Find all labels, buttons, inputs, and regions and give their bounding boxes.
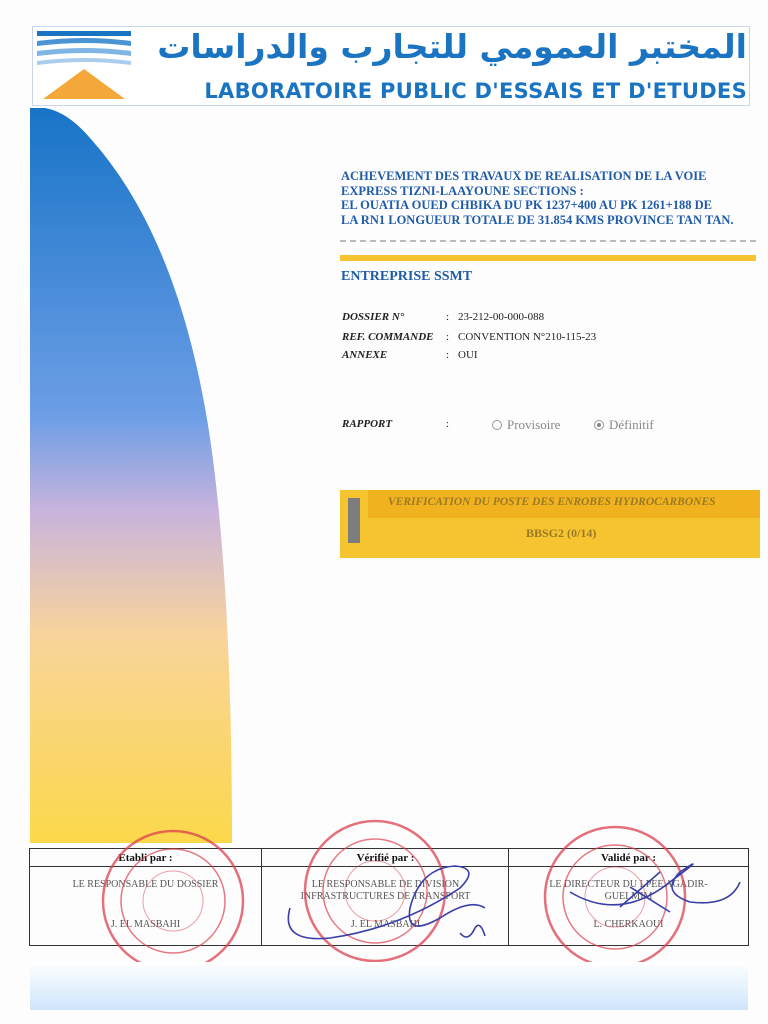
company-name: ENTREPRISE SSMT bbox=[341, 269, 473, 284]
signatory-role: LE DIRECTEUR DU LPEE AGADIR-GUELMIM bbox=[549, 879, 708, 902]
letterhead bbox=[32, 26, 750, 106]
subject-banner bbox=[340, 490, 760, 558]
field-value: OUI bbox=[458, 349, 478, 361]
radio-label: Provisoire bbox=[507, 417, 561, 432]
radio-unchecked-icon bbox=[492, 420, 502, 430]
field-key: ANNEXE bbox=[342, 349, 388, 361]
banner-marker bbox=[348, 498, 360, 543]
field-value: 23-212-00-000-088 bbox=[458, 311, 545, 323]
decorative-gradient-shape bbox=[0, 108, 240, 848]
material-code: BBSG2 (0/14) bbox=[526, 526, 597, 540]
column-header: Etabli par : bbox=[118, 852, 173, 864]
rapport-row bbox=[342, 418, 742, 438]
signatory-name: J. EL MASBAHI bbox=[110, 919, 181, 930]
rapport-colon: : bbox=[446, 418, 450, 430]
radio-label: Définitif bbox=[609, 417, 654, 432]
field-colon: : bbox=[446, 311, 450, 323]
radio-provisoire[interactable] bbox=[492, 417, 560, 433]
field-key: DOSSIER N° bbox=[342, 311, 405, 323]
project-title bbox=[341, 169, 761, 227]
dashed-divider bbox=[340, 240, 756, 242]
project-title-line: LA RN1 LONGUEUR TOTALE DE 31.854 KMS PROVINCE TAN TAN. bbox=[341, 212, 734, 227]
column-header: Vérifié par : bbox=[356, 852, 415, 864]
signatory-role: LE RESPONSABLE DE DIVISION INFRASTRUCTURES DE TRANSPORT bbox=[300, 879, 471, 902]
field-colon: : bbox=[446, 331, 450, 343]
lpee-logo-icon bbox=[35, 29, 133, 101]
signatory-name: J. EL MASBAHI bbox=[350, 919, 421, 930]
radio-definitif[interactable] bbox=[594, 417, 654, 433]
lpee-stamp-icon bbox=[98, 826, 248, 976]
field-key: REF. COMMANDE bbox=[342, 331, 434, 343]
rapport-label: RAPPORT bbox=[342, 418, 393, 430]
field-value: CONVENTION N°210-115-23 bbox=[458, 331, 597, 343]
handwritten-signature-icon bbox=[270, 848, 510, 958]
field-colon: : bbox=[446, 349, 450, 361]
handwritten-signature-icon bbox=[560, 852, 750, 942]
project-title-line: EXPRESS TIZNI-LAAYOUNE SECTIONS : bbox=[341, 183, 584, 198]
project-title-line: EL OUATIA OUED CHBIKA DU PK 1237+400 AU PK 1261+188 DE bbox=[341, 198, 712, 212]
lab-name-french: LABORATOIRE PUBLIC D'ESSAIS ET D'ETUDES bbox=[204, 79, 747, 103]
signatory-role: LE RESPONSABLE DU DOSSIER bbox=[72, 879, 219, 890]
signatory-name: L. CHERKAOUI bbox=[593, 919, 664, 930]
lab-name-arabic: المختبر العمومي للتجارب والدراسات bbox=[157, 27, 747, 66]
column-header: Validé par : bbox=[600, 852, 656, 864]
decorative-bottom-band bbox=[30, 962, 748, 1010]
yellow-divider bbox=[340, 255, 756, 261]
radio-checked-icon bbox=[594, 420, 604, 430]
project-title-line: ACHEVEMENT DES TRAVAUX DE REALISATION DE LA VOIE bbox=[341, 169, 707, 183]
report-subject: VERIFICATION DU POSTE DES ENROBES HYDROCARBONES bbox=[388, 496, 716, 508]
